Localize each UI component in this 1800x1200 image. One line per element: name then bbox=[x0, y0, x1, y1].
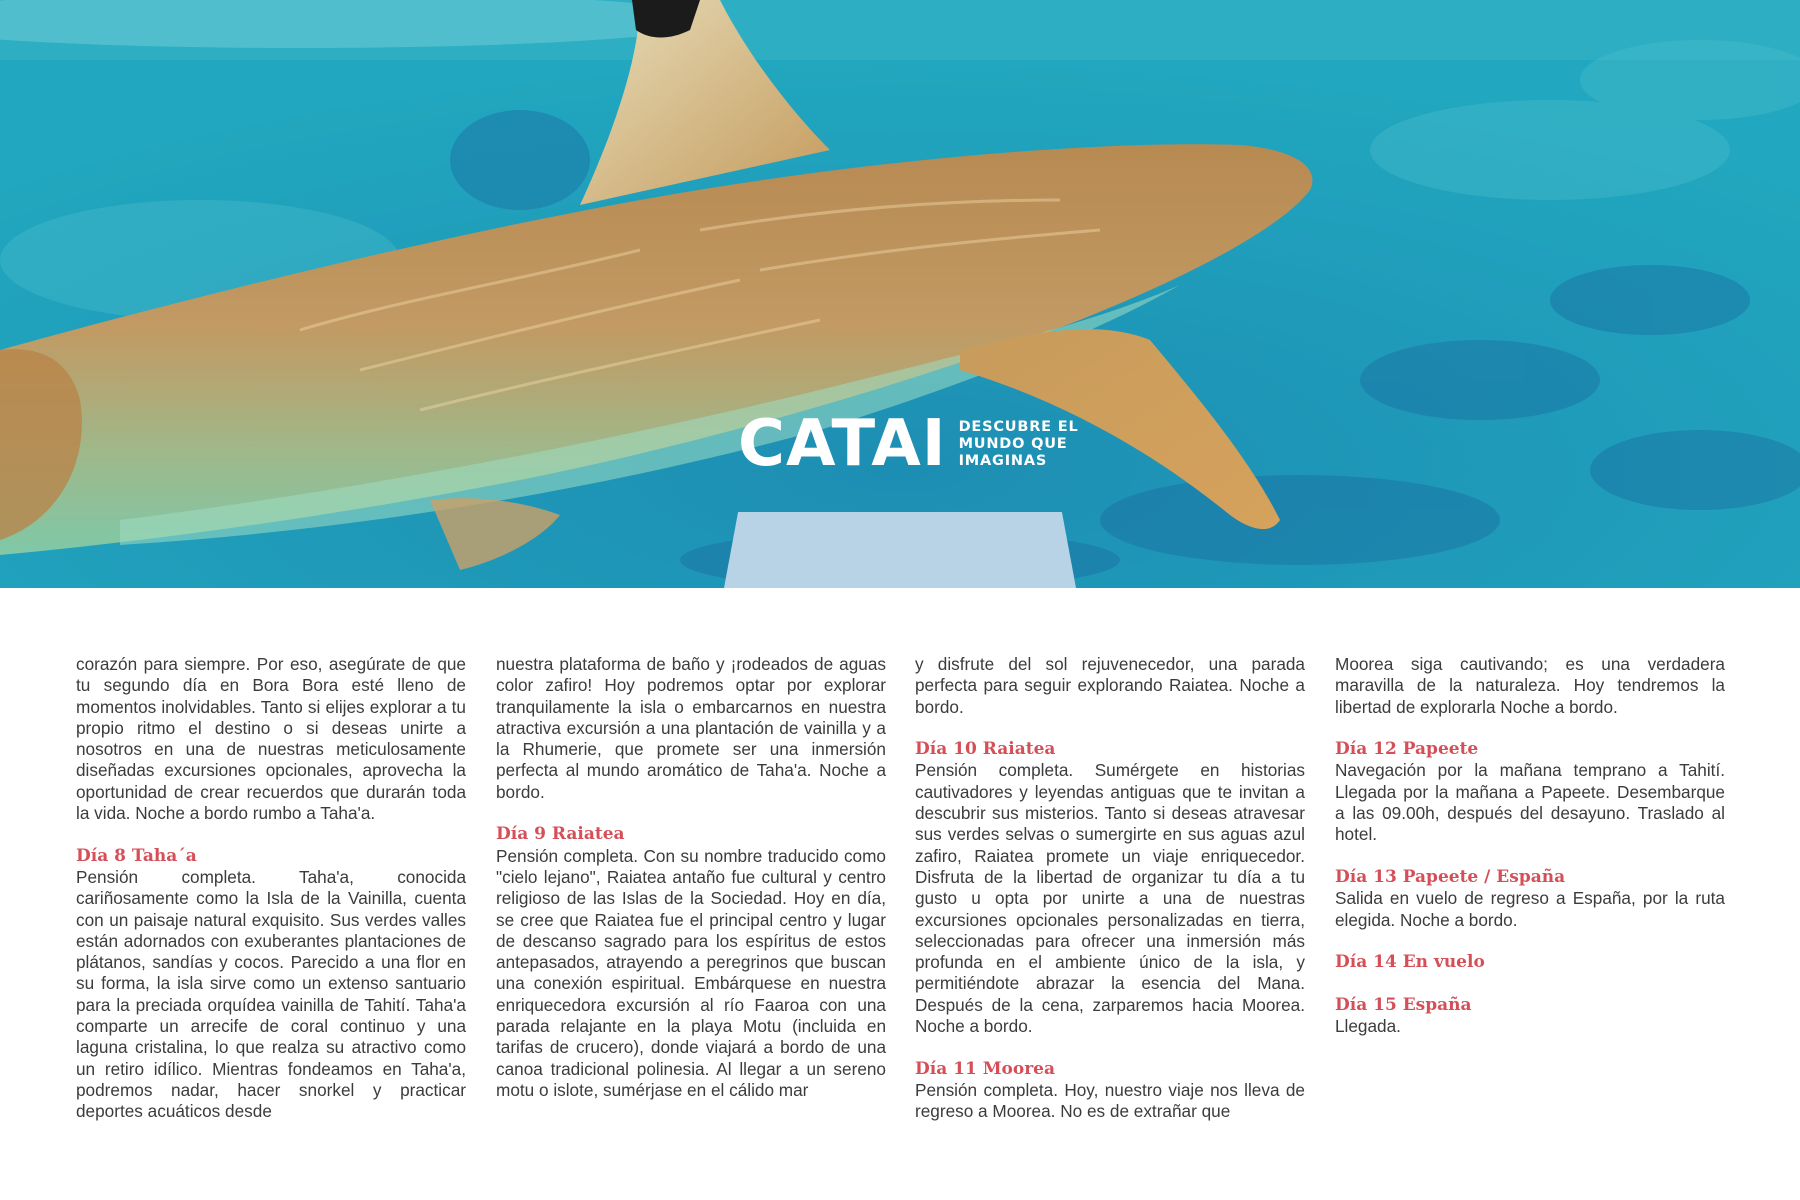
day-heading: Día 15 España bbox=[1335, 994, 1472, 1015]
column-4 bbox=[1335, 654, 1725, 1037]
day-heading: Día 14 En vuelo bbox=[1335, 952, 1485, 973]
brand-name: CATAI bbox=[738, 407, 947, 481]
paragraph: nuestra plataforma de baño y ¡rodeados de aguas color zafiro! Hoy podremos optar por explorar tranquilamente la isla o embarcarnos en nuestra atractiva excursión a una plantación de vainilla y a la Rhumerie, que promete ser una inmersión perfecta al mundo aromático de Taha'a. Noche a bordo. bbox=[496, 654, 886, 802]
paragraph: Llegada. bbox=[1335, 1016, 1401, 1037]
column-2 bbox=[496, 654, 886, 1101]
brand-tagline bbox=[959, 419, 1079, 470]
paragraph: Moorea siga cautivando; es una verdadera maravilla de la naturaleza. Hoy tendremos la libertad de explorarla Noche a bordo. bbox=[1335, 654, 1725, 717]
day-heading: Día 9 Raiatea bbox=[496, 824, 625, 845]
itinerary-columns bbox=[76, 654, 1724, 1154]
hero-photo bbox=[0, 0, 1800, 588]
day-heading: Día 12 Papeete bbox=[1335, 739, 1479, 760]
shark-photo bbox=[0, 0, 1800, 588]
paragraph: Salida en vuelo de regreso a España, por la ruta elegida. Noche a bordo. bbox=[1335, 888, 1725, 930]
day-heading: Día 10 Raiatea bbox=[915, 739, 1056, 760]
paragraph: Navegación por la mañana temprano a Tahití. Llegada por la mañana a Papeete. Desembarque a las 09.00h, después del desayuno. Traslado al hotel. bbox=[1335, 760, 1725, 845]
column-1 bbox=[76, 654, 466, 1123]
paragraph: Pensión completa. Con su nombre traducido como "cielo lejano", Raiatea antaño fue cultural y centro religioso de las Islas de la Sociedad. Hoy en día, se cree que Raiatea fue el principal centro y lugar de descanso sagrado para los espíritus de estos antepasados, atrayendo a peregrinos que buscan una conexión espiritual. Embárquese en nuestra enriquecedora excursión al río Faaroa con una parada relajante en la playa Motu (incluida en tarifas de crucero), donde viajará a bordo de una canoa tradicional polinesia. Al llegar a un sereno motu o islote, sumérjase en el cálido mar bbox=[496, 845, 886, 1100]
tagline-line: DESCUBRE EL bbox=[958, 418, 1079, 435]
tagline-line: IMAGINAS bbox=[958, 452, 1048, 469]
day-heading: Día 8 Taha´a bbox=[76, 845, 197, 866]
decorative-tab bbox=[724, 512, 1076, 588]
paragraph: y disfrute del sol rejuvenecedor, una parada perfecta para seguir explorando Raiatea. Noche a bordo. bbox=[915, 654, 1305, 717]
paragraph: Pensión completa. Sumérgete en historias cautivadores y leyendas antiguas que te invitan a descubrir sus misterios. Tanto si deseas atravesar sus verdes selvas o sumergirte en sus aguas azul zafiro, Raiatea promete un viaje enriquecedor. Disfruta de la libertad de organizar tu día a tu gusto u opta por unirte a una de nuestras excursiones opcionales personalizadas en tierra, seleccionadas para ofrecer una inmersión más profunda en el ambiente único de la isla, y permitiéndote abrazar la esencia del Mana. Después de la cena, zarparemos hacia Moorea. Noche a bordo. bbox=[915, 760, 1305, 1037]
day-heading: Día 11 Moorea bbox=[915, 1058, 1055, 1079]
brand-logo bbox=[738, 407, 1079, 481]
day-heading: Día 13 Papeete / España bbox=[1335, 866, 1566, 887]
paragraph: corazón para siempre. Por eso, asegúrate de que tu segundo día en Bora Bora esté lleno de momentos inolvidables. Tanto si elijes explorar a tu propio ritmo el destino o si deseas unirte a nosotros en una de nuestras meticulosamente diseñadas excursiones opcionales, aprovecha la oportunidad de crear recuerdos que durarán toda la vida. Noche a bordo rumbo a Taha'a. bbox=[76, 654, 466, 824]
paragraph: Pensión completa. Hoy, nuestro viaje nos lleva de regreso a Moorea. No es de extrañar que bbox=[915, 1079, 1305, 1122]
paragraph: Pensión completa. Taha'a, conocida cariñosamente como la Isla de la Vainilla, cuenta con un paisaje natural exquisito. Sus verdes valles están adornados con exuberantes plantaciones de plátanos, sandías y cocos. Parecido a una flor en su forma, la isla sirve como un extenso santuario para la preciada orquídea vainilla de Tahití. Taha'a comparte un arrecife de coral continuo y una laguna cristalina, lo que realza su atractivo como un retiro idílico. Mientras fondeamos en Taha'a, podremos nadar, hacer snorkel y practicar deportes acuáticos desde bbox=[76, 866, 466, 1122]
column-3 bbox=[915, 654, 1305, 1123]
tagline-line: MUNDO QUE bbox=[958, 435, 1068, 452]
